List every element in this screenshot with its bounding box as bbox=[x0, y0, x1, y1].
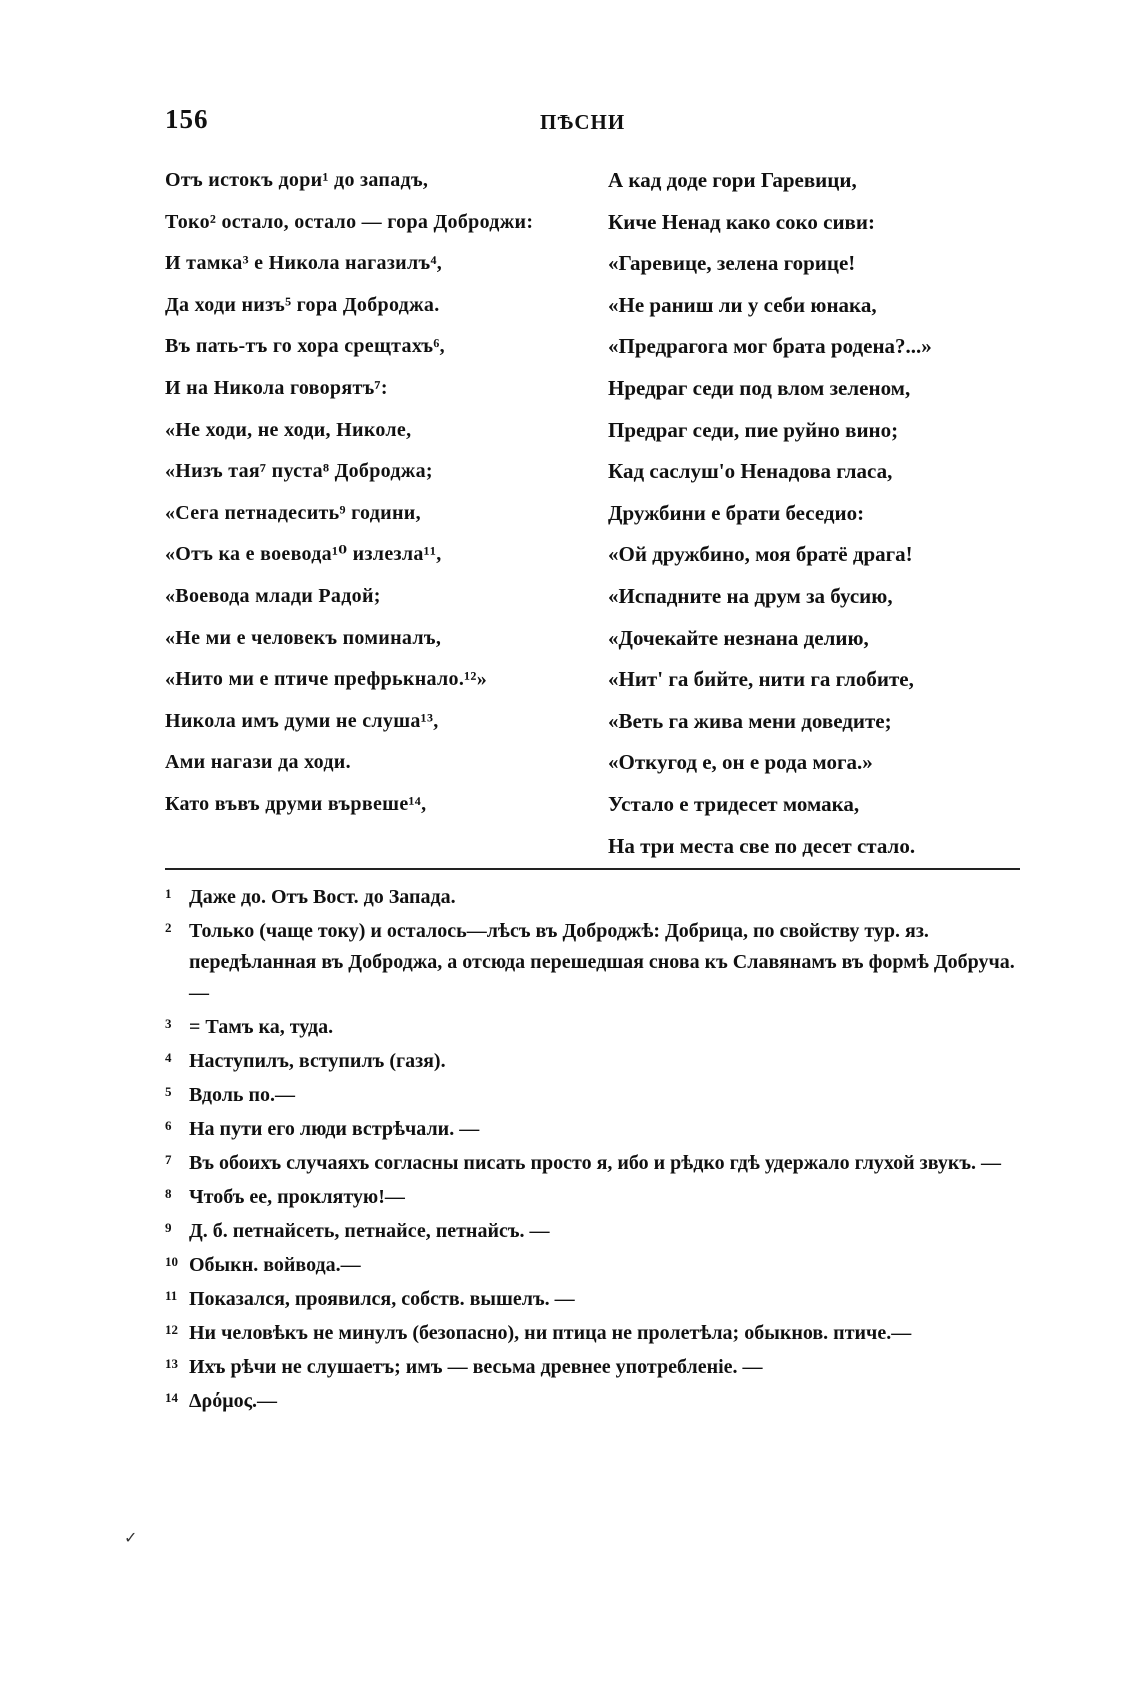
footnote-text: Чтобъ ее, проклятую!— bbox=[189, 1186, 405, 1208]
verse-line: «Воевода млади Радой; bbox=[165, 584, 381, 607]
verse-line: «Гаревице, зелена горице! bbox=[608, 251, 856, 276]
verse-line: «Испадните на друм за бусию, bbox=[608, 583, 893, 608]
footnote-number: 4 bbox=[165, 1050, 172, 1065]
verse-line: Никола имъ думи не слуша¹³, bbox=[165, 709, 439, 732]
footnote-text: Въ обоихъ случаяхъ согласны писать просто я, ибо и рѣдко гдѣ удержало глухой звукъ. — bbox=[189, 1152, 1002, 1174]
footnote bbox=[165, 1046, 1025, 1077]
footnote bbox=[165, 1216, 1025, 1247]
footnote bbox=[165, 1114, 1025, 1145]
footnote-text: Только (чаще току) и осталось—лѣсъ въ Доброджѣ: Добрица, по свойству тур. яз. передѣланная въ Доброджа, а отсюда перешедшая снова къ Славянамъ въ формѣ Добруча. — bbox=[189, 920, 1015, 1004]
verse-line: «Отъ ка е воевода¹⁰ излезла¹¹, bbox=[165, 543, 442, 566]
footnote-number: 6 bbox=[165, 1118, 172, 1133]
footnote-number: 9 bbox=[165, 1220, 172, 1235]
verse-line: Токо² остало, остало — гора Доброджи: bbox=[165, 210, 534, 233]
verse-line: «Не ходи, не ходи, Николе, bbox=[165, 418, 412, 441]
verse-line: Въ пать-тъ го хора срещтахъ⁶, bbox=[165, 335, 445, 358]
footnote-number: 10 bbox=[165, 1254, 178, 1269]
verse-line: И на Никола говорятъ⁷: bbox=[165, 376, 388, 399]
verse-line: На три места све по десет стало. bbox=[608, 833, 916, 858]
footnote-number: 5 bbox=[165, 1084, 172, 1099]
footnote bbox=[165, 1284, 1025, 1315]
footnote-number: 3 bbox=[165, 1016, 172, 1031]
stray-pen-mark: ✓ bbox=[124, 1530, 138, 1547]
footnote-number: 7 bbox=[165, 1152, 172, 1167]
verse-line: «Не ми е человекъ поминалъ, bbox=[165, 626, 442, 649]
running-title: ПѢСНИ bbox=[540, 110, 626, 134]
verse-line: А кад доде гори Гаревици, bbox=[608, 168, 857, 192]
verse-line: Киче Ненад како соко сиви: bbox=[608, 209, 875, 234]
footnote bbox=[165, 1250, 1025, 1281]
footnote-text: Д. б. петнайсеть, петнайсе, петнайсъ. — bbox=[189, 1220, 550, 1242]
footnote-text: Показался, проявился, собств. вышелъ. — bbox=[189, 1288, 575, 1310]
footnote-text: На пути его люди встрѣчали. — bbox=[189, 1118, 480, 1140]
footnote bbox=[165, 882, 1025, 913]
verse-line: Дружбини е брати беседио: bbox=[608, 500, 865, 525]
footnote-text: Наступилъ, вступилъ (газя). bbox=[189, 1050, 446, 1072]
verse-line: «Не раниш ли у себи юнака, bbox=[608, 292, 877, 317]
footnote-number: 14 bbox=[165, 1390, 178, 1405]
footnote bbox=[165, 1012, 1025, 1043]
footnote-number: 12 bbox=[165, 1322, 178, 1337]
footnote-number: 8 bbox=[165, 1186, 172, 1201]
footnote bbox=[165, 1182, 1025, 1213]
footnote bbox=[165, 1080, 1025, 1111]
page-number: 156 bbox=[165, 104, 209, 134]
verse-line: Устало е тридесет момака, bbox=[608, 791, 860, 816]
verse-line: «Веть га жива мени доведите; bbox=[608, 708, 892, 733]
verse-line: «Дочекайте незнана делию, bbox=[608, 625, 869, 650]
verse-line: «Сега петнадесить⁹ години, bbox=[165, 501, 421, 524]
footnote-text: Даже до. Отъ Вост. до Запада. bbox=[189, 886, 456, 908]
verse-line: Ами нагази да ходи. bbox=[165, 751, 351, 774]
verse-line: «Низъ тая⁷ пуста⁸ Доброджа; bbox=[165, 460, 433, 483]
verse-line: Да ходи низъ⁵ гора Доброджа. bbox=[165, 293, 440, 316]
footnote-number: 2 bbox=[165, 920, 172, 935]
verse-line: Като въвъ друми вървеше¹⁴, bbox=[165, 792, 427, 815]
footnote bbox=[165, 1318, 1025, 1349]
footnote-number: 1 bbox=[165, 886, 172, 901]
verse-line: Предраг седи, пие руйно вино; bbox=[608, 417, 899, 442]
verse-column-right bbox=[608, 160, 1028, 867]
footnotes bbox=[165, 882, 1025, 1420]
verse-line: «Откугод е, он е рода мога.» bbox=[608, 750, 873, 775]
verse-column-left bbox=[165, 160, 605, 826]
footnote-divider bbox=[165, 868, 1020, 870]
verse-line: И тамка³ е Никола нагазилъ⁴, bbox=[165, 252, 443, 275]
verse-line: Кад саслуш'о Ненадова гласа, bbox=[608, 459, 893, 484]
verse-line: «Нит' га бийте, нити га глобите, bbox=[608, 667, 914, 692]
verse-line: «Предрагога мог брата родена?...» bbox=[608, 334, 932, 359]
footnote bbox=[165, 1352, 1025, 1383]
verse-line: Нредраг седи под влом зеленом, bbox=[608, 375, 911, 400]
footnote bbox=[165, 1386, 1025, 1417]
verse-line: «Ой дружбино, моя братё драга! bbox=[608, 542, 913, 567]
footnote bbox=[165, 916, 1025, 1009]
verse-line: «Нито ми е птиче префрькнало.¹²» bbox=[165, 668, 488, 691]
footnote-text: = Тамъ ка, туда. bbox=[189, 1016, 334, 1038]
footnote bbox=[165, 1148, 1025, 1179]
footnote-text: Вдоль по.— bbox=[189, 1084, 296, 1106]
footnote-text: Обыкн. войвода.— bbox=[189, 1254, 361, 1276]
footnote-number: 13 bbox=[165, 1356, 178, 1371]
verse-line: Отъ истокъ дори¹ до западъ, bbox=[165, 169, 429, 191]
footnote-text: Ихъ рѣчи не слушаетъ; имъ — весьма древнее употребленіе. — bbox=[189, 1356, 763, 1378]
footnote-text: Δρόμος.— bbox=[189, 1390, 278, 1412]
footnote-number: 11 bbox=[165, 1288, 178, 1303]
footnote-text: Ни человѣкъ не минулъ (безопасно), ни птица не пролетѣла; обыкнов. птиче.— bbox=[189, 1322, 912, 1344]
